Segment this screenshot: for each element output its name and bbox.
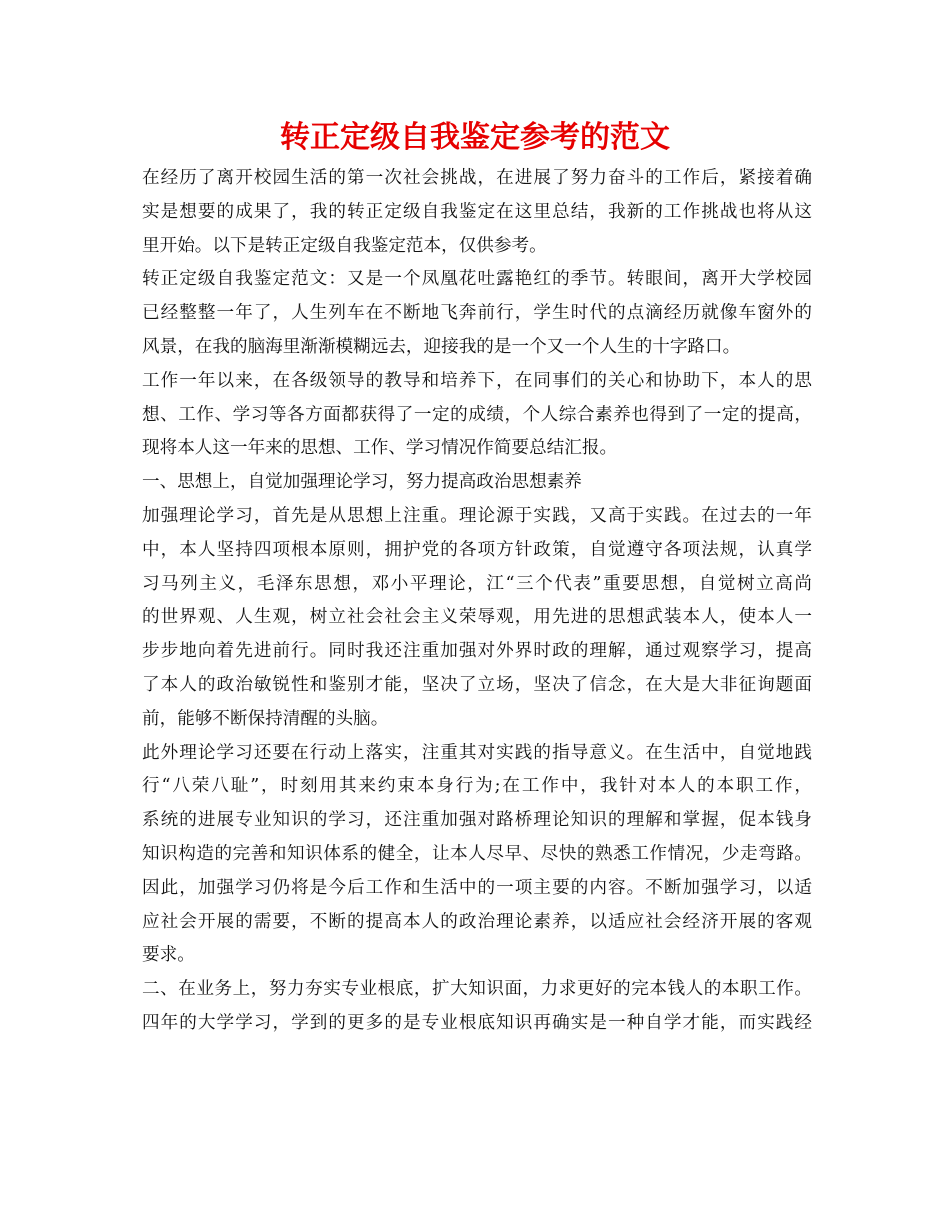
body-line: 要求。 — [142, 945, 195, 966]
body-line: 习马列主义，毛泽东思想，邓小平理论，江“三个代表”重要思想，自觉树立高尚 — [142, 573, 812, 594]
body-line: 应社会开展的需要，不断的提高本人的政治理论素养，以适应社会经济开展的客观 — [142, 911, 812, 932]
body-line: 行“八荣八耻”，时刻用其来约束本身行为;在工作中，我针对本人的本职工作， — [142, 776, 812, 797]
body-line: 因此，加强学习仍将是今后工作和生活中的一项主要的内容。不断加强学习，以适 — [142, 877, 812, 898]
body-line: 系统的进展专业知识的学习，还注重加强对路桥理论知识的理解和掌握，促本钱身 — [142, 810, 812, 831]
body-line: 此外理论学习还要在行动上落实，注重其对实践的指导意义。在生活中，自觉地践 — [142, 742, 812, 763]
body-line: 中，本人坚持四项根本原则，拥护党的各项方针政策，自觉遵守各项法规，认真学 — [142, 539, 812, 560]
body-line: 了本人的政治敏锐性和鉴别才能，坚决了立场，坚决了信念，在大是大非征询题面 — [142, 674, 812, 695]
body-line: 已经整整一年了，人生列车在不断地飞奔前行，学生时代的点滴经历就像车窗外的 — [142, 303, 812, 324]
body-line: 步步地向着先进前行。同时我还注重加强对外界时政的理解，通过观察学习，提高 — [142, 641, 812, 662]
body-line: 里开始。以下是转正定级自我鉴定范本，仅供参考。 — [142, 235, 547, 256]
body-line: 知识构造的完善和知识体系的健全，让本人尽早、尽快的熟悉工作情况，少走弯路。 — [142, 843, 812, 864]
body-line: 在经历了离开校园生活的第一次社会挑战，在进展了努力奋斗的工作后，紧接着确 — [142, 168, 812, 188]
body-line: 工作一年以来，在各级领导的教导和培养下，在同事们的关心和协助下，本人的思 — [142, 370, 812, 391]
document-body — [142, 162, 812, 1041]
body-line: 想、工作、学习等各方面都获得了一定的成绩，个人综合素养也得到了一定的提高， — [142, 404, 812, 425]
body-line: 的世界观、人生观，树立社会社会主义荣辱观，用先进的思想武装本人，使本人一 — [142, 607, 812, 628]
body-line: 前，能够不断保持清醒的头脑。 — [142, 708, 389, 729]
body-line: 现将本人这一年来的思想、工作、学习情况作简要总结汇报。 — [142, 438, 618, 459]
body-line: 加强理论学习，首先是从思想上注重。理论源于实践，又高于实践。在过去的一年 — [142, 505, 812, 526]
body-line: 二、在业务上，努力夯实专业根底，扩大知识面，力求更好的完本钱人的本职工作。 — [142, 979, 812, 1000]
body-line: 实是想要的成果了，我的转正定级自我鉴定在这里总结，我新的工作挑战也将从这 — [142, 201, 812, 222]
body-line: 一、思想上，自觉加强理论学习，努力提高政治思想素养 — [142, 472, 582, 493]
body-line: 风景，在我的脑海里渐渐模糊远去，迎接我的是一个又一个人生的十字路口。 — [142, 336, 741, 357]
body-line: 转正定级自我鉴定范文：又是一个凤凰花吐露艳红的季节。转眼间，离开大学校园 — [142, 269, 812, 290]
body-line: 四年的大学学习，学到的更多的是专业根底知识再确实是一种自学才能，而实践经 — [142, 1012, 812, 1033]
document-title: 转正定级自我鉴定参考的范文 — [280, 120, 670, 155]
